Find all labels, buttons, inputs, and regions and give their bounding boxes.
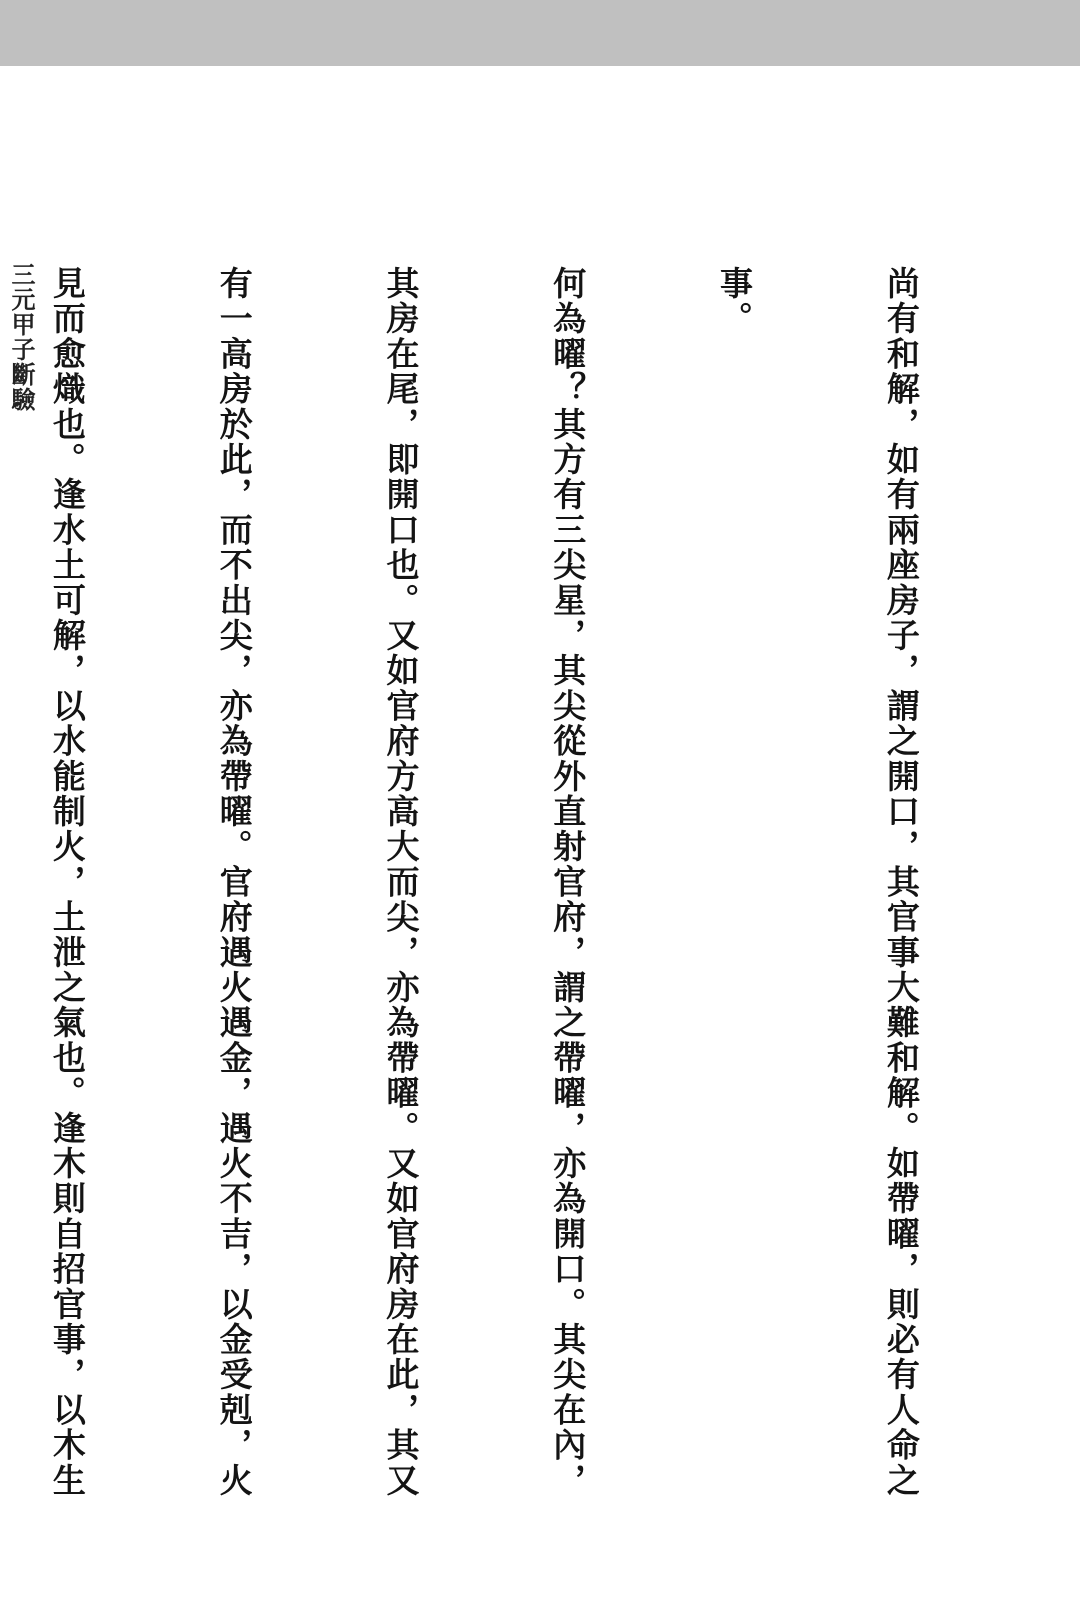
text-column: 何為曜？其方有三尖星，其尖從外直射官府，謂之帶曜，亦為開口。其尖在內， [548, 266, 588, 1498]
top-gray-bar [0, 0, 1080, 66]
document-page [0, 66, 1080, 1608]
text-column: 事。 [715, 266, 755, 337]
text-column: 有一高房於此，而不出尖，亦為帶曜。官府遇火遇金，遇火不吉，以金受剋，火 [214, 266, 254, 1498]
page-side-label: 三元甲子斷驗 [7, 262, 36, 412]
text-column: 尚有和解，如有兩座房子，謂之開口，其官事大難和解。如帶曜，則必有人命之 [881, 266, 921, 1498]
text-column: 其房在尾，即開口也。又如官府方高大而尖，亦為帶曜。又如官府房在此，其又 [381, 266, 421, 1498]
text-column: 見而愈熾也。逢水土可解，以水能制火，土泄之氣也。逢木則自招官事，以木生 [47, 266, 87, 1498]
body-text [0, 266, 1040, 1586]
